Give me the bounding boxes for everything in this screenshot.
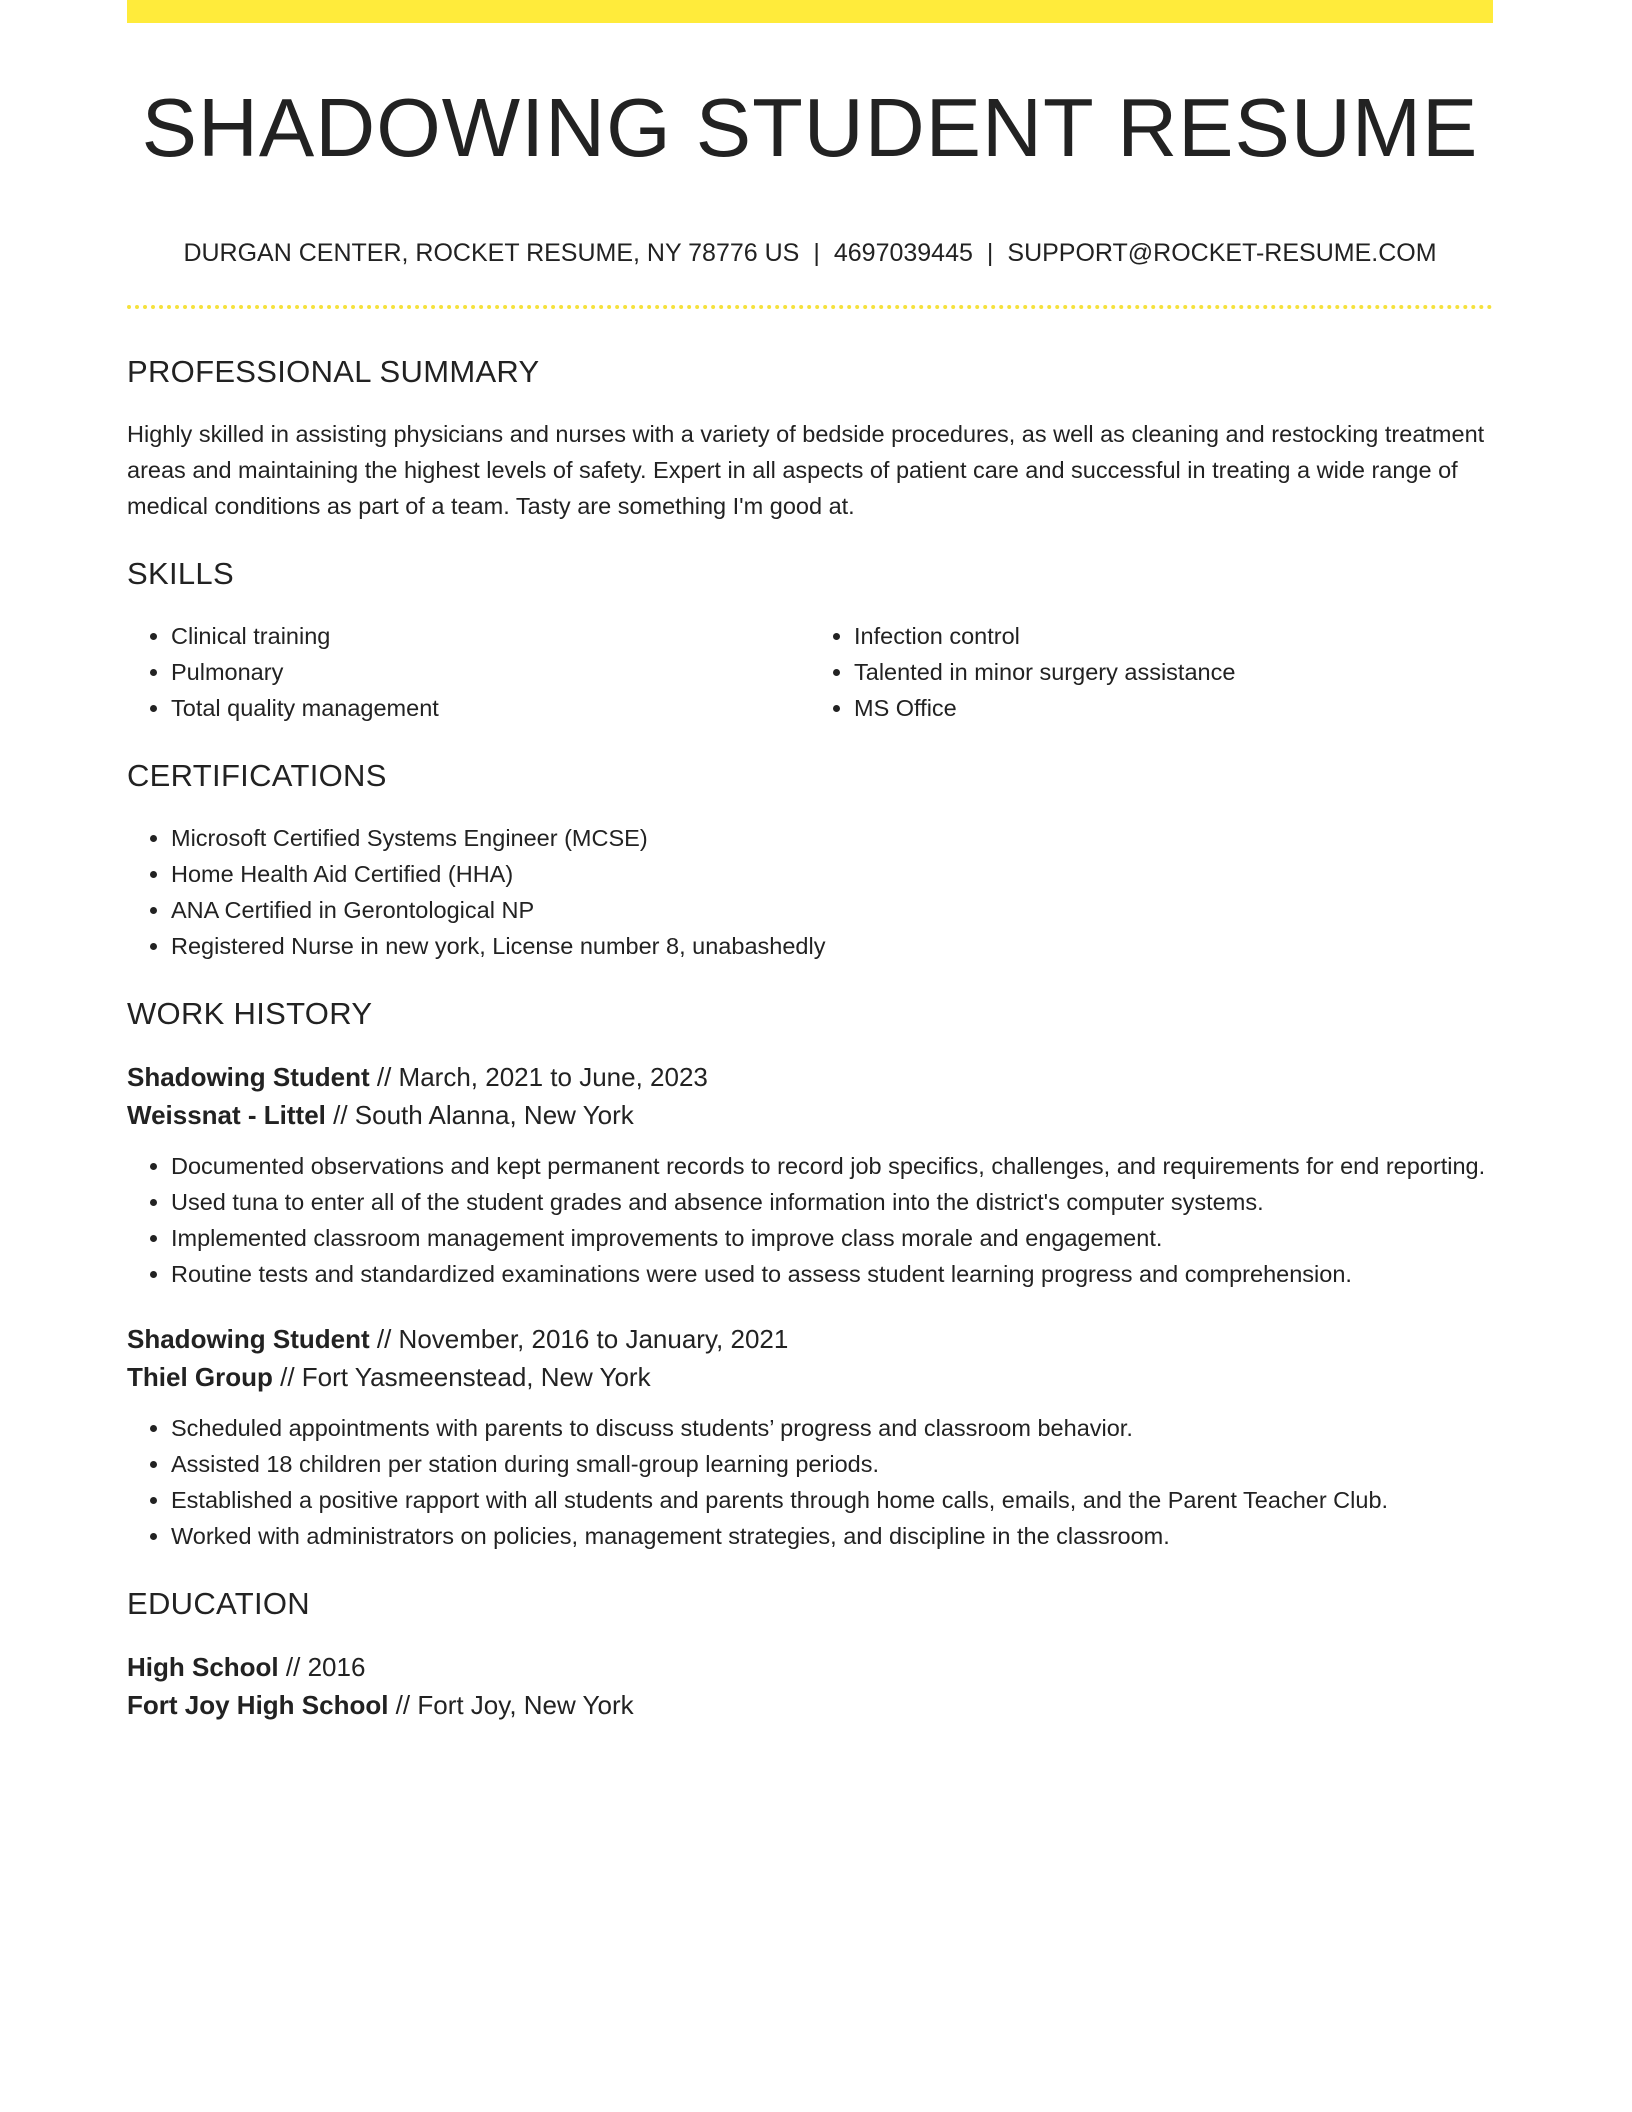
certification-item: • ANA Certified in Gerontological NP bbox=[171, 892, 1493, 928]
summary-section bbox=[127, 350, 1493, 524]
skill-item: • Infection control bbox=[854, 618, 1493, 654]
job-dates: // November, 2016 to January, 2021 bbox=[369, 1324, 789, 1354]
job-bullet: • Routine tests and standardized examinations were used to assess student learning progress and comprehension. bbox=[171, 1256, 1493, 1292]
resume-content bbox=[127, 350, 1493, 1752]
job-bullet: • Assisted 18 children per station during small-group learning periods. bbox=[171, 1446, 1493, 1482]
job-bullet: • Implemented classroom management improvements to improve class morale and engagement. bbox=[171, 1220, 1493, 1256]
job-bullet: • Scheduled appointments with parents to discuss students’ progress and classroom behavior. bbox=[171, 1410, 1493, 1446]
job-entry bbox=[127, 1058, 1493, 1292]
job-title: Shadowing Student bbox=[127, 1324, 370, 1354]
skills-section bbox=[127, 552, 1493, 726]
skill-item: • Clinical training bbox=[171, 618, 810, 654]
skills-grid bbox=[127, 618, 1493, 726]
job-location: // Fort Yasmeenstead, New York bbox=[272, 1362, 651, 1392]
job-location: // South Alanna, New York bbox=[325, 1100, 634, 1130]
job-bullet: • Used tuna to enter all of the student grades and absence information into the district's computer systems. bbox=[171, 1184, 1493, 1220]
contact-phone: 4697039445 bbox=[833, 239, 973, 267]
education-school: Fort Joy High School bbox=[127, 1690, 389, 1720]
certifications-heading: CERTIFICATIONS bbox=[127, 758, 387, 793]
job-entry bbox=[127, 1320, 1493, 1554]
job-bullets bbox=[127, 1148, 1493, 1292]
work-history-section bbox=[127, 992, 1493, 1554]
accent-bar bbox=[127, 0, 1493, 23]
job-company: Weissnat - Littel bbox=[127, 1100, 326, 1130]
contact-address: DURGAN CENTER, ROCKET RESUME, NY 78776 US bbox=[183, 239, 800, 267]
job-title: Shadowing Student bbox=[127, 1062, 370, 1092]
certification-item: • Microsoft Certified Systems Engineer (MCSE) bbox=[171, 820, 1493, 856]
job-company-line bbox=[127, 1096, 1493, 1134]
certification-item: • Registered Nurse in new york, License number 8, unabashedly bbox=[171, 928, 1493, 964]
education-degree: High School bbox=[127, 1652, 279, 1682]
summary-text: Highly skilled in assisting physicians and nurses with a variety of bedside procedures, as well as cleaning and restocking treatment areas and maintaining the highest levels of safety. Expert in all aspects of patient care and successful in treating a wide range of medical conditions as part of a team. Tasty are something I'm good at. bbox=[127, 421, 1485, 519]
education-location: // Fort Joy, New York bbox=[388, 1690, 634, 1720]
summary-heading: PROFESSIONAL SUMMARY bbox=[127, 354, 540, 389]
job-company: Thiel Group bbox=[127, 1362, 273, 1392]
skill-item: • Talented in minor surgery assistance bbox=[854, 654, 1493, 690]
skill-item: • Pulmonary bbox=[171, 654, 810, 690]
skills-list-right bbox=[810, 618, 1493, 726]
skills-list-left bbox=[127, 618, 810, 726]
job-bullet: • Established a positive rapport with all students and parents through home calls, emails, and the Parent Teacher Club. bbox=[171, 1482, 1493, 1518]
job-company-line bbox=[127, 1358, 1493, 1396]
contact-email: SUPPORT@ROCKET-RESUME.COM bbox=[1007, 239, 1437, 267]
contact-separator: | bbox=[813, 239, 820, 267]
resume-title: SHADOWING STUDENT RESUME bbox=[141, 81, 1479, 174]
education-degree-line bbox=[127, 1648, 1493, 1686]
job-title-line bbox=[127, 1320, 1493, 1358]
work-history-heading: WORK HISTORY bbox=[127, 996, 373, 1031]
education-year: // 2016 bbox=[278, 1652, 366, 1682]
skill-item: • MS Office bbox=[854, 690, 1493, 726]
contact-separator: | bbox=[986, 239, 994, 267]
skill-item: • Total quality management bbox=[171, 690, 810, 726]
contact-line bbox=[127, 236, 1493, 270]
job-title-line bbox=[127, 1058, 1493, 1096]
job-bullets bbox=[127, 1410, 1493, 1554]
job-bullet: • Documented observations and kept permanent records to record job specifics, challenges, and requirements for end reporting. bbox=[171, 1148, 1493, 1184]
education-heading: EDUCATION bbox=[127, 1586, 310, 1621]
job-bullet: • Worked with administrators on policies, management strategies, and discipline in the classroom. bbox=[171, 1518, 1493, 1554]
certification-item: • Home Health Aid Certified (HHA) bbox=[171, 856, 1493, 892]
header-divider bbox=[127, 305, 1493, 309]
education-section bbox=[127, 1582, 1493, 1724]
certifications-list bbox=[127, 820, 1493, 964]
certifications-section bbox=[127, 754, 1493, 964]
education-school-line bbox=[127, 1686, 1493, 1724]
skills-heading: SKILLS bbox=[127, 556, 234, 591]
job-dates: // March, 2021 to June, 2023 bbox=[369, 1062, 708, 1092]
